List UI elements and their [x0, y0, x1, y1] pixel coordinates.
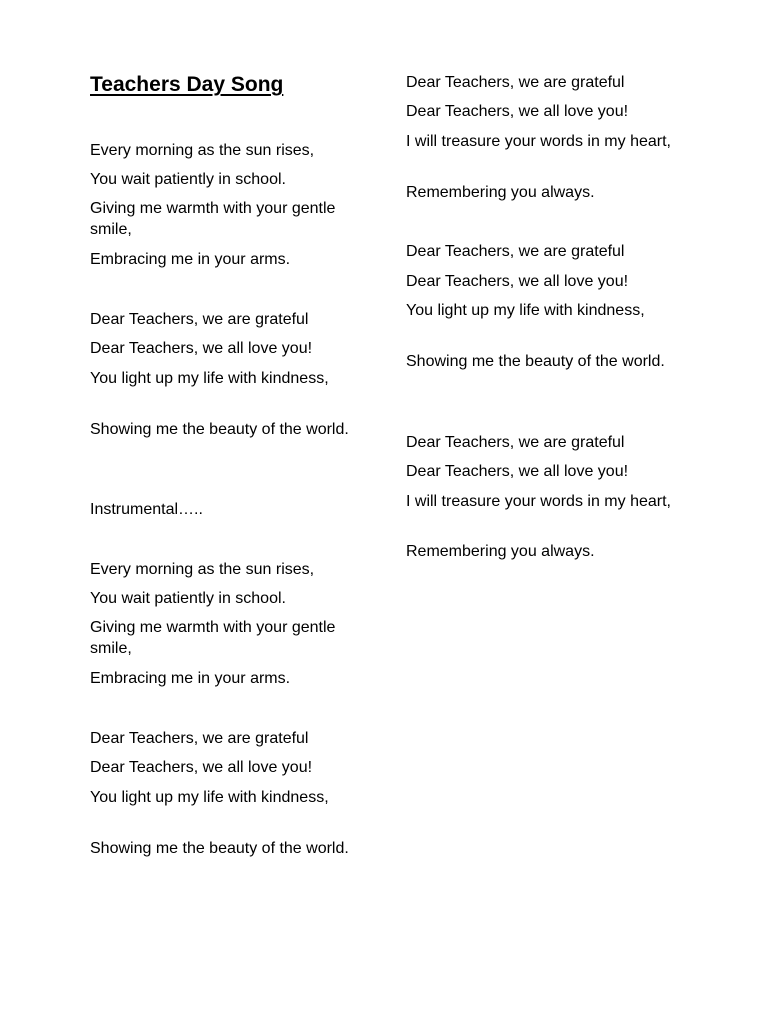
lyric-line: Showing me the beauty of the world.	[406, 353, 665, 370]
lyric-line: Every morning as the sun rises,	[90, 561, 315, 578]
lyric-line: Embracing me in your arms.	[90, 251, 291, 268]
lyric-line: You light up my life with kindness,	[90, 789, 329, 806]
lyric-line: Remembering you always.	[406, 184, 595, 201]
lyric-line: Dear Teachers, we are grateful	[406, 243, 625, 260]
lyric-line: I will treasure your words in my heart,	[406, 493, 671, 510]
lyric-line: Showing me the beauty of the world.	[90, 421, 349, 438]
lyric-line: Instrumental…..	[90, 501, 203, 518]
lyric-line: Dear Teachers, we all love you!	[406, 103, 629, 120]
lyric-line: Embracing me in your arms.	[90, 670, 291, 687]
lyric-line: You light up my life with kindness,	[90, 370, 329, 387]
lyric-line: You wait patiently in school.	[90, 171, 286, 188]
lyric-line: Dear Teachers, we all love you!	[90, 759, 313, 776]
lyric-line: Dear Teachers, we are grateful	[90, 311, 309, 328]
page-title: Teachers Day Song	[90, 73, 284, 96]
lyric-line: Dear Teachers, we all love you!	[406, 273, 629, 290]
lyric-line: Giving me warmth with your gentle smile,	[90, 200, 336, 238]
lyric-line: Dear Teachers, we are grateful	[90, 730, 309, 747]
lyric-line: Dear Teachers, we are grateful	[406, 434, 625, 451]
lyric-line: I will treasure your words in my heart,	[406, 133, 671, 150]
lyric-line: Dear Teachers, we are grateful	[406, 74, 625, 91]
lyric-line: Dear Teachers, we all love you!	[90, 340, 313, 357]
lyric-line: Dear Teachers, we all love you!	[406, 463, 629, 480]
lyric-line: Showing me the beauty of the world.	[90, 840, 349, 857]
lyric-line: Giving me warmth with your gentle smile,	[90, 619, 336, 657]
lyric-line: Every morning as the sun rises,	[90, 142, 315, 159]
lyric-line: You light up my life with kindness,	[406, 302, 645, 319]
lyric-line: You wait patiently in school.	[90, 590, 286, 607]
lyric-line: Remembering you always.	[406, 543, 595, 560]
